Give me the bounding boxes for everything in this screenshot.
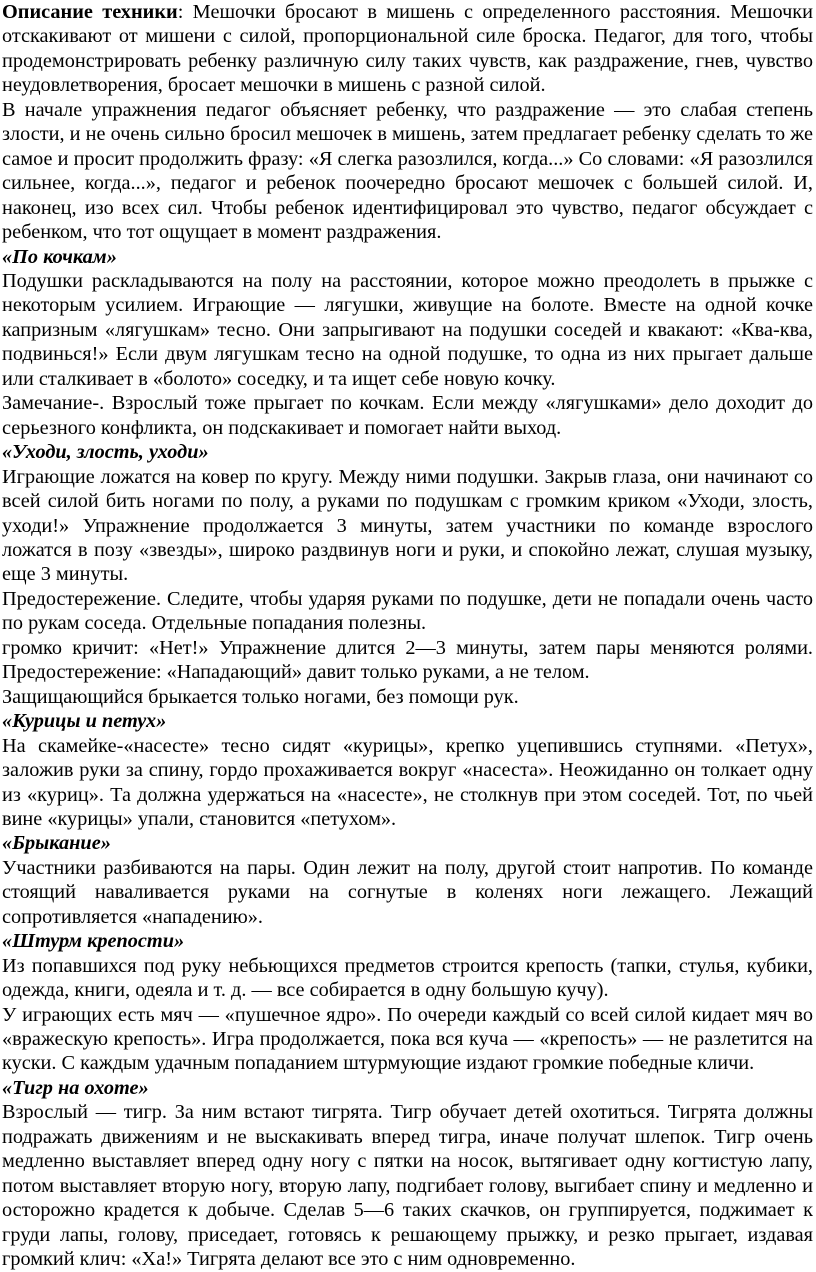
- intro-paragraph: [2, 0, 813, 98]
- section-paragraph: Предостережение. Следите, чтобы ударяя руками по подушке, дети не попадали очень часто по рукам соседа. Отдельные попадания полезны.: [2, 587, 813, 635]
- technique-description-label: Описание техники: [2, 1, 178, 23]
- section-paragraph: Играющие ложатся на ковер по кругу. Между ними подушки. Закрыв глаза, они начинают со всей силой бить ногами по полу, а руками по подушкам с громким криком «Уходи, злость, уходи!» Упражнение продолжается 3 минуты, затем участники по команде взрослого ложатся в позу «звезды», широко раздвинув ноги и руки, и спокойно лежат, слушая музыку, еще 3 минуты.: [2, 465, 813, 586]
- section-paragraph: Защищающийся брыкается только ногами, без помощи рук.: [2, 685, 519, 708]
- section-title-po-kochkam: «По кочкам»: [2, 245, 117, 268]
- section-paragraph: Участники разбиваются на пары. Один лежит на полу, другой стоит напротив. По команде стоящий наваливается руками на согнутые в коленях ноги лежащего. Лежащий сопротивляется «нападению».: [2, 856, 813, 928]
- section-title-kuritsy-i-petuh: «Курицы и петух»: [2, 710, 167, 733]
- section-title-shturm-kreposti: «Штурм крепости»: [2, 930, 185, 953]
- section-title-brykanie: «Брыкание»: [2, 832, 111, 855]
- section-paragraph: Подушки раскладываются на полу на расстоянии, которое можно преодолеть в прыжке с некоторым усилием. Играющие — лягушки, живущие на болоте. Вместе на одной кочке капризным «лягушкам» тесно. Они запрыгивают на подушки соседей и квакают: «Ква-ква, подвинься!» Если двум лягушкам тесно на одной подушке, то одна из них прыгает дальше или сталкивает в «болото» соседку, и та ищет себе новую кочку.: [2, 269, 813, 390]
- section-paragraph: На скамейке-«насесте» тесно сидят «курицы», крепко уцепившись ступнями. «Петух», заложив руки за спину, гордо прохаживается вокруг «насеста». Неожиданно он толкает одну из «куриц». Та должна удержаться на «насесте», не столкнув при этом соседей. Тот, по чьей вине «курицы» упали, становится «петухом».: [2, 734, 813, 830]
- technique-description-text: : Мешочки бросают в мишень с определенного расстояния. Мешочки отскакивают от мишени с силой, пропорциональной силе броска. Педагог, для того, чтобы продемонстрировать ребенку различную силу таких чувств, как раздражение, гнев, чувство неудовлетворения, бросает мешочки в мишень с разной силой.: [2, 1, 814, 97]
- section-paragraph: Взрослый — тигр. За ним встают тигрята. Тигр обучает детей охотиться. Тигрята должны подражать движениям и не выскакивать вперед тигра, иначе получат шлепок. Тигр очень медленно выставляет вперед одну ногу с пятки на носок, вытягивает одну когтистую лапу, потом выставляет вторую ногу, вторую лапу, подгибает голову, выгибает спину и медленно и осторожно крадется к добыче. Сделав 5—6 таких скачков, он группируется, поджимает к груди лапы, голову, приседает, готовясь к решающему прыжку, и резко прыгает, издавая громкий клич: «Ха!» Тигрята делают все это с ним одновременно.: [2, 1101, 813, 1271]
- section-paragraph: У играющих есть мяч — «пушечное ядро». По очереди каждый со всей силой кидает мяч во «вражескую крепость». Игра продолжается, пока вся куча — «крепость» — не разлетится на куски. С каждым удачным попаданием штурмующие издают громкие победные кличи.: [2, 1003, 813, 1075]
- section-title-uhodi-zlost: «Уходи, злость, уходи»: [2, 441, 209, 464]
- section-paragraph: громко кричит: «Нет!» Упражнение длится 2—3 минуты, затем пары меняются ролями. Предостережение: «Нападающий» давит только руками, а не телом.: [2, 636, 813, 684]
- section-title-tigr-na-ohote: «Тигр на охоте»: [2, 1076, 149, 1099]
- intro-paragraph-2: В начале упражнения педагог объясняет ребенку, что раздражение — это слабая степень злости, и не очень сильно бросил мешочек в мишень, затем предлагает ребенку сделать то же самое и просит продолжить фразу: «Я слегка разозлился, когда...» Со словами: «Я разозлился сильнее, когда...», педагог и ребенок поочередно бросают мешочек с большей силой. И, наконец, изо всех сил. Чтобы ребенок идентифицировал это чувство, педагог обсуждает с ребенком, что тот ощущает в момент раздражения.: [2, 98, 813, 244]
- section-paragraph: Из попавшихся под руку небьющихся предметов строится крепость (тапки, стулья, кубики, одежда, книги, одеяла и т. д. — все собирается в одну большую кучу).: [2, 954, 813, 1002]
- section-paragraph: Замечание-. Взрослый тоже прыгает по кочкам. Если между «лягушками» дело доходит до серьезного конфликта, он подскакивает и помогает найти выход.: [2, 392, 813, 439]
